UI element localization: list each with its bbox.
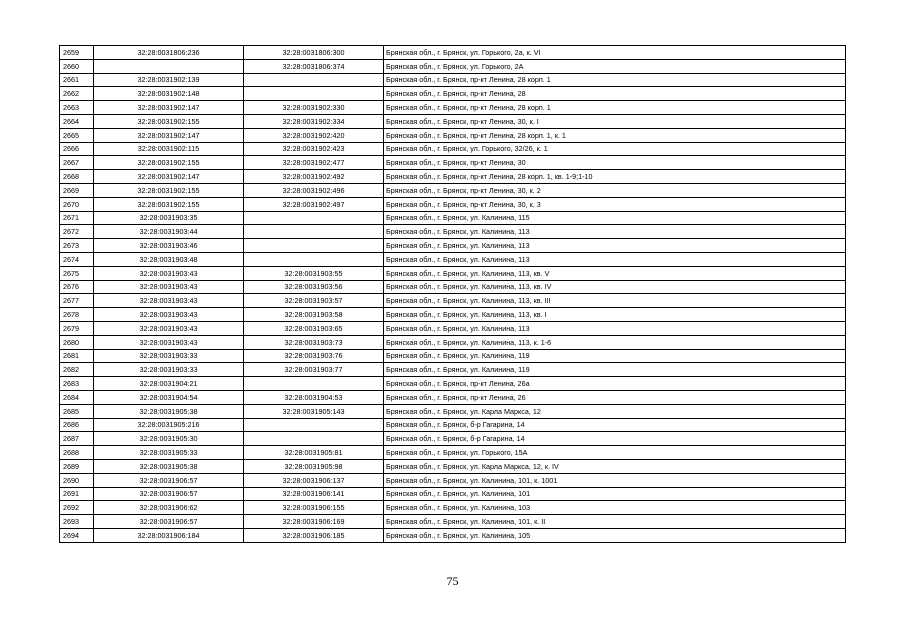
table-body <box>60 46 846 543</box>
object-cadastral-number-cell: 32:28:0031905:81 <box>244 446 384 460</box>
row-number-cell: 2681 <box>60 349 94 363</box>
object-cadastral-number-cell: 32:28:0031903:73 <box>244 335 384 349</box>
object-cadastral-number-cell <box>244 377 384 391</box>
table-row <box>60 280 846 294</box>
row-number-cell: 2672 <box>60 225 94 239</box>
object-cadastral-number-cell: 32:28:0031806:374 <box>244 59 384 73</box>
row-number-cell: 2678 <box>60 308 94 322</box>
address-cell: Брянская обл., г. Брянск, ул. Калинина, 113, кв. I <box>384 308 846 322</box>
table-row <box>60 252 846 266</box>
row-number-cell: 2664 <box>60 114 94 128</box>
table-row <box>60 377 846 391</box>
cadastral-table <box>59 45 846 543</box>
table-row <box>60 308 846 322</box>
cadastral-number-cell: 32:28:0031903:43 <box>94 308 244 322</box>
object-cadastral-number-cell: 32:28:0031905:98 <box>244 459 384 473</box>
address-cell: Брянская обл., г. Брянск, пр-кт Ленина, 26а <box>384 377 846 391</box>
table-row <box>60 294 846 308</box>
address-cell: Брянская обл., г. Брянск, б-р Гагарина, 14 <box>384 418 846 432</box>
cadastral-number-cell <box>94 59 244 73</box>
object-cadastral-number-cell: 32:28:0031902:423 <box>244 142 384 156</box>
table-row <box>60 225 846 239</box>
object-cadastral-number-cell: 32:28:0031903:77 <box>244 363 384 377</box>
object-cadastral-number-cell: 32:28:0031902:477 <box>244 156 384 170</box>
cadastral-number-cell: 32:28:0031903:35 <box>94 211 244 225</box>
object-cadastral-number-cell: 32:28:0031906:155 <box>244 501 384 515</box>
cadastral-number-cell: 32:28:0031905:38 <box>94 404 244 418</box>
cadastral-number-cell: 32:28:0031903:33 <box>94 363 244 377</box>
row-number-cell: 2682 <box>60 363 94 377</box>
cadastral-number-cell: 32:28:0031902:147 <box>94 101 244 115</box>
table-row <box>60 404 846 418</box>
cadastral-number-cell: 32:28:0031903:43 <box>94 321 244 335</box>
row-number-cell: 2673 <box>60 239 94 253</box>
table-row <box>60 197 846 211</box>
object-cadastral-number-cell: 32:28:0031905:143 <box>244 404 384 418</box>
address-cell: Брянская обл., г. Брянск, ул. Горького, 15А <box>384 446 846 460</box>
table-row <box>60 211 846 225</box>
cadastral-number-cell: 32:28:0031906:57 <box>94 473 244 487</box>
table-row <box>60 459 846 473</box>
cadastral-number-cell: 32:28:0031906:57 <box>94 487 244 501</box>
object-cadastral-number-cell: 32:28:0031906:169 <box>244 515 384 529</box>
address-cell: Брянская обл., г. Брянск, пр-кт Ленина, 28 корп. 1, кв. 1-9;1-10 <box>384 170 846 184</box>
cadastral-number-cell: 32:28:0031905:33 <box>94 446 244 460</box>
cadastral-number-cell: 32:28:0031903:46 <box>94 239 244 253</box>
object-cadastral-number-cell: 32:28:0031903:57 <box>244 294 384 308</box>
address-cell: Брянская обл., г. Брянск, ул. Калинина, 113, к. 1-6 <box>384 335 846 349</box>
object-cadastral-number-cell <box>244 418 384 432</box>
cadastral-number-cell: 32:28:0031902:115 <box>94 142 244 156</box>
object-cadastral-number-cell: 32:28:0031806:300 <box>244 46 384 60</box>
table-row <box>60 487 846 501</box>
table-row <box>60 170 846 184</box>
row-number-cell: 2677 <box>60 294 94 308</box>
address-cell: Брянская обл., г. Брянск, ул. Горького, 2а, к. VI <box>384 46 846 60</box>
cadastral-number-cell: 32:28:0031902:155 <box>94 156 244 170</box>
address-cell: Брянская обл., г. Брянск, ул. Калинина, 113 <box>384 321 846 335</box>
address-cell: Брянская обл., г. Брянск, ул. Калинина, 101, к. II <box>384 515 846 529</box>
object-cadastral-number-cell: 32:28:0031902:420 <box>244 128 384 142</box>
cadastral-number-cell: 32:28:0031903:43 <box>94 294 244 308</box>
table-row <box>60 528 846 542</box>
address-cell: Брянская обл., г. Брянск, ул. Калинина, 113 <box>384 225 846 239</box>
row-number-cell: 2694 <box>60 528 94 542</box>
cadastral-number-cell: 32:28:0031905:216 <box>94 418 244 432</box>
row-number-cell: 2661 <box>60 73 94 87</box>
cadastral-number-cell: 32:28:0031903:43 <box>94 280 244 294</box>
object-cadastral-number-cell: 32:28:0031903:56 <box>244 280 384 294</box>
table-row <box>60 363 846 377</box>
row-number-cell: 2665 <box>60 128 94 142</box>
object-cadastral-number-cell <box>244 239 384 253</box>
object-cadastral-number-cell: 32:28:0031902:497 <box>244 197 384 211</box>
cadastral-number-cell: 32:28:0031902:147 <box>94 128 244 142</box>
row-number-cell: 2679 <box>60 321 94 335</box>
object-cadastral-number-cell: 32:28:0031902:334 <box>244 114 384 128</box>
object-cadastral-number-cell: 32:28:0031903:65 <box>244 321 384 335</box>
table-row <box>60 349 846 363</box>
object-cadastral-number-cell <box>244 87 384 101</box>
address-cell: Брянская обл., г. Брянск, б-р Гагарина, 14 <box>384 432 846 446</box>
address-cell: Брянская обл., г. Брянск, пр-кт Ленина, 26 <box>384 390 846 404</box>
object-cadastral-number-cell: 32:28:0031902:330 <box>244 101 384 115</box>
row-number-cell: 2674 <box>60 252 94 266</box>
row-number-cell: 2659 <box>60 46 94 60</box>
address-cell: Брянская обл., г. Брянск, пр-кт Ленина, 30 <box>384 156 846 170</box>
row-number-cell: 2668 <box>60 170 94 184</box>
row-number-cell: 2684 <box>60 390 94 404</box>
row-number-cell: 2671 <box>60 211 94 225</box>
table-row <box>60 87 846 101</box>
row-number-cell: 2685 <box>60 404 94 418</box>
row-number-cell: 2689 <box>60 459 94 473</box>
table-row <box>60 101 846 115</box>
row-number-cell: 2691 <box>60 487 94 501</box>
object-cadastral-number-cell <box>244 211 384 225</box>
address-cell: Брянская обл., г. Брянск, пр-кт Ленина, 28 корп. 1 <box>384 101 846 115</box>
address-cell: Брянская обл., г. Брянск, ул. Горького, 2А <box>384 59 846 73</box>
row-number-cell: 2663 <box>60 101 94 115</box>
table-row <box>60 266 846 280</box>
object-cadastral-number-cell: 32:28:0031903:76 <box>244 349 384 363</box>
address-cell: Брянская обл., г. Брянск, ул. Горького, 32/26, к. 1 <box>384 142 846 156</box>
row-number-cell: 2670 <box>60 197 94 211</box>
address-cell: Брянская обл., г. Брянск, пр-кт Ленина, 30, к. I <box>384 114 846 128</box>
row-number-cell: 2692 <box>60 501 94 515</box>
cadastral-number-cell: 32:28:0031903:44 <box>94 225 244 239</box>
table-row <box>60 473 846 487</box>
row-number-cell: 2686 <box>60 418 94 432</box>
cadastral-number-cell: 32:28:0031906:62 <box>94 501 244 515</box>
table-row <box>60 501 846 515</box>
table-row <box>60 515 846 529</box>
object-cadastral-number-cell: 32:28:0031906:141 <box>244 487 384 501</box>
address-cell: Брянская обл., г. Брянск, ул. Карла Маркса, 12 <box>384 404 846 418</box>
page-number: 75 <box>446 574 459 588</box>
address-cell: Брянская обл., г. Брянск, ул. Калинина, 113, кв. IV <box>384 280 846 294</box>
address-cell: Брянская обл., г. Брянск, ул. Калинина, 113, кв. V <box>384 266 846 280</box>
table-row <box>60 239 846 253</box>
object-cadastral-number-cell <box>244 225 384 239</box>
address-cell: Брянская обл., г. Брянск, ул. Калинина, 101 <box>384 487 846 501</box>
cadastral-number-cell: 32:28:0031902:148 <box>94 87 244 101</box>
row-number-cell: 2693 <box>60 515 94 529</box>
row-number-cell: 2667 <box>60 156 94 170</box>
address-cell: Брянская обл., г. Брянск, пр-кт Ленина, 28 <box>384 87 846 101</box>
object-cadastral-number-cell: 32:28:0031904:53 <box>244 390 384 404</box>
table-row <box>60 46 846 60</box>
row-number-cell: 2660 <box>60 59 94 73</box>
object-cadastral-number-cell: 32:28:0031903:58 <box>244 308 384 322</box>
row-number-cell: 2683 <box>60 377 94 391</box>
table-row <box>60 73 846 87</box>
object-cadastral-number-cell <box>244 252 384 266</box>
address-cell: Брянская обл., г. Брянск, пр-кт Ленина, 30, к. 3 <box>384 197 846 211</box>
cadastral-number-cell: 32:28:0031902:147 <box>94 170 244 184</box>
address-cell: Брянская обл., г. Брянск, пр-кт Ленина, 28 корп. 1 <box>384 73 846 87</box>
object-cadastral-number-cell: 32:28:0031903:55 <box>244 266 384 280</box>
table-row <box>60 390 846 404</box>
cadastral-number-cell: 32:28:0031903:33 <box>94 349 244 363</box>
cadastral-number-cell: 32:28:0031902:155 <box>94 183 244 197</box>
row-number-cell: 2688 <box>60 446 94 460</box>
object-cadastral-number-cell: 32:28:0031902:496 <box>244 183 384 197</box>
cadastral-number-cell: 32:28:0031902:155 <box>94 197 244 211</box>
cadastral-number-cell: 32:28:0031904:54 <box>94 390 244 404</box>
table-row <box>60 446 846 460</box>
row-number-cell: 2662 <box>60 87 94 101</box>
cadastral-number-cell: 32:28:0031905:30 <box>94 432 244 446</box>
object-cadastral-number-cell <box>244 73 384 87</box>
cadastral-number-cell: 32:28:0031903:48 <box>94 252 244 266</box>
address-cell: Брянская обл., г. Брянск, ул. Калинина, 119 <box>384 363 846 377</box>
object-cadastral-number-cell <box>244 432 384 446</box>
address-cell: Брянская обл., г. Брянск, ул. Калинина, 115 <box>384 211 846 225</box>
table-row <box>60 156 846 170</box>
table-row <box>60 432 846 446</box>
cadastral-number-cell: 32:28:0031906:184 <box>94 528 244 542</box>
cadastral-number-cell: 32:28:0031903:43 <box>94 266 244 280</box>
address-cell: Брянская обл., г. Брянск, ул. Калинина, 113 <box>384 252 846 266</box>
table-row <box>60 418 846 432</box>
row-number-cell: 2675 <box>60 266 94 280</box>
address-cell: Брянская обл., г. Брянск, ул. Калинина, 113, кв. III <box>384 294 846 308</box>
cadastral-number-cell: 32:28:0031806:236 <box>94 46 244 60</box>
cadastral-number-cell: 32:28:0031905:38 <box>94 459 244 473</box>
cadastral-number-cell: 32:28:0031906:57 <box>94 515 244 529</box>
address-cell: Брянская обл., г. Брянск, ул. Калинина, 101, к. 1001 <box>384 473 846 487</box>
object-cadastral-number-cell: 32:28:0031902:492 <box>244 170 384 184</box>
address-cell: Брянская обл., г. Брянск, пр-кт Ленина, 30, к. 2 <box>384 183 846 197</box>
address-cell: Брянская обл., г. Брянск, ул. Калинина, 103 <box>384 501 846 515</box>
table-row <box>60 59 846 73</box>
address-cell: Брянская обл., г. Брянск, ул. Калинина, 119 <box>384 349 846 363</box>
row-number-cell: 2680 <box>60 335 94 349</box>
cadastral-number-cell: 32:28:0031903:43 <box>94 335 244 349</box>
row-number-cell: 2676 <box>60 280 94 294</box>
table-row <box>60 183 846 197</box>
address-cell: Брянская обл., г. Брянск, ул. Карла Маркса, 12, к. IV <box>384 459 846 473</box>
object-cadastral-number-cell: 32:28:0031906:185 <box>244 528 384 542</box>
address-cell: Брянская обл., г. Брянск, ул. Калинина, 113 <box>384 239 846 253</box>
object-cadastral-number-cell: 32:28:0031906:137 <box>244 473 384 487</box>
table-row <box>60 114 846 128</box>
row-number-cell: 2687 <box>60 432 94 446</box>
table-row <box>60 321 846 335</box>
row-number-cell: 2690 <box>60 473 94 487</box>
address-cell: Брянская обл., г. Брянск, ул. Калинина, 105 <box>384 528 846 542</box>
table-row <box>60 128 846 142</box>
address-cell: Брянская обл., г. Брянск, пр-кт Ленина, 28 корп. 1, к. 1 <box>384 128 846 142</box>
row-number-cell: 2669 <box>60 183 94 197</box>
row-number-cell: 2666 <box>60 142 94 156</box>
cadastral-number-cell: 32:28:0031902:139 <box>94 73 244 87</box>
table-row <box>60 142 846 156</box>
cadastral-number-cell: 32:28:0031904:21 <box>94 377 244 391</box>
table-row <box>60 335 846 349</box>
cadastral-number-cell: 32:28:0031902:155 <box>94 114 244 128</box>
